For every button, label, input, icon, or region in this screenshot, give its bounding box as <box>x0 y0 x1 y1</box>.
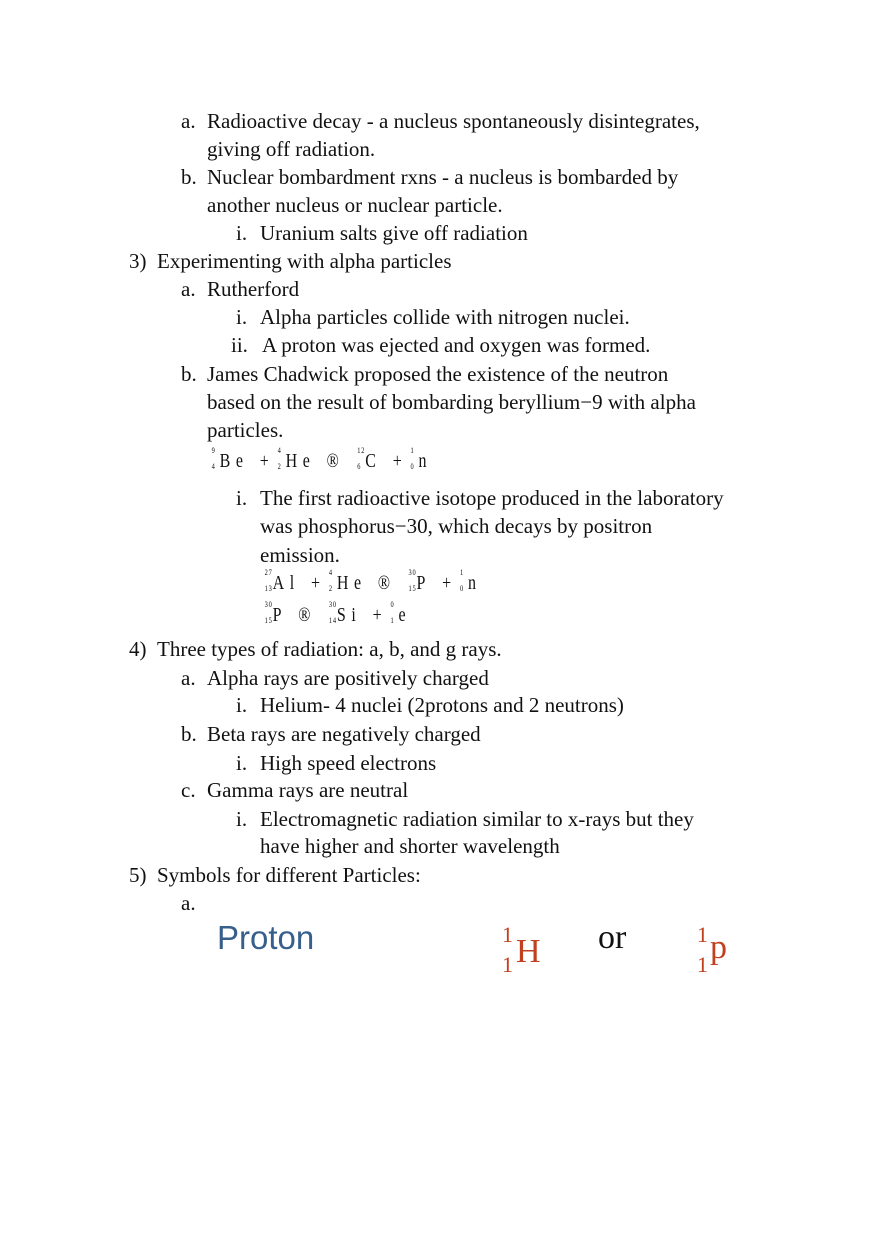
plus-sign: + <box>372 604 388 626</box>
plus-sign: + <box>311 572 326 594</box>
plus-sign: + <box>259 450 275 472</box>
list-marker: a. <box>181 109 196 133</box>
list-item-text: Three types of radiation: a, b, and g rays. <box>157 637 502 661</box>
or-text: or <box>598 919 627 956</box>
list-item-text: Alpha particles collide with nitrogen nuclei. <box>260 305 630 329</box>
list-item-text: Beta rays are negatively charged <box>207 722 481 746</box>
list-item-text: Radioactive decay - a nucleus spontaneously disintegrates, <box>207 109 700 133</box>
plus-sign: + <box>442 572 457 594</box>
list-marker: i. <box>236 807 248 831</box>
list-item <box>181 107 196 135</box>
nuclide-beryllium: 9 4 Be <box>211 446 249 472</box>
nuclear-equation-beryllium <box>211 446 434 473</box>
list-marker: i. <box>236 751 248 775</box>
proton-atomic-number: 1 <box>697 952 708 977</box>
hydrogen-mass-number: 1 <box>502 922 513 947</box>
list-marker: b. <box>181 362 197 386</box>
list-item-text: Symbols for different Particles: <box>157 863 421 887</box>
nuclide-phosphorus: 30 15 P <box>408 568 431 594</box>
list-item-text: High speed electrons <box>260 751 437 775</box>
list-item-text: have higher and shorter wavelength <box>260 834 560 858</box>
proton-label: Proton <box>217 919 315 956</box>
nuclide-carbon: 12 6 C <box>357 446 382 472</box>
nuclide-neutron: 1 0 n <box>410 446 433 472</box>
list-marker: i. <box>236 305 248 329</box>
list-marker: a. <box>181 666 196 690</box>
list-marker: i. <box>236 486 248 510</box>
arrow-symbol: ® <box>377 572 396 594</box>
nuclear-equation-phosphorus <box>264 600 413 627</box>
hydrogen-letter: H <box>516 933 541 970</box>
list-item-text: Alpha rays are positively charged <box>207 666 489 690</box>
nuclide-positron: 0 1 e <box>390 600 412 626</box>
hydrogen-atomic-number: 1 <box>502 952 513 977</box>
list-item-text: Nuclear bombardment rxns - a nucleus is bombarded by <box>207 165 679 189</box>
list-item-text: James Chadwick proposed the existence of the neutron <box>207 362 669 386</box>
nuclide-helium: 4 2 He <box>277 446 316 472</box>
proton-mass-number: 1 <box>697 922 708 947</box>
list-item-text: Electromagnetic radiation similar to x-rays but they <box>260 807 694 831</box>
proton-letter: p <box>710 929 727 966</box>
list-item-text: Uranium salts give off radiation <box>260 221 528 245</box>
list-item-text: The first radioactive isotope produced in the laboratory <box>260 486 724 510</box>
list-item-text: emission. <box>260 543 340 567</box>
list-marker: a. <box>181 277 196 301</box>
arrow-symbol: ® <box>326 450 345 472</box>
plus-sign: + <box>392 450 408 472</box>
arrow-symbol: ® <box>298 604 317 626</box>
nuclide-aluminum: 27 13 Al <box>264 568 300 594</box>
list-marker: 4) <box>129 637 147 661</box>
list-item-text: A proton was ejected and oxygen was formed. <box>262 333 651 357</box>
list-item-text: Helium- 4 nuclei (2protons and 2 neutrons) <box>260 693 624 717</box>
list-marker: i. <box>236 221 248 245</box>
list-item-text: particles. <box>207 418 284 442</box>
nuclide-phosphorus: 30 15 P <box>264 600 288 626</box>
nuclide-silicon: 30 14 Si <box>328 600 362 626</box>
list-marker: 5) <box>129 863 147 887</box>
list-marker: c. <box>181 778 196 802</box>
list-marker: b. <box>181 722 197 746</box>
list-marker: ii. <box>231 333 248 357</box>
list-item-text: Gamma rays are neutral <box>207 778 409 802</box>
list-item-text: was phosphorus−30, which decays by positron <box>260 514 653 538</box>
list-item-text: based on the result of bombarding beryllium−9 with alpha <box>207 390 696 414</box>
list-marker: b. <box>181 165 197 189</box>
list-item-text: Experimenting with alpha particles <box>157 249 452 273</box>
nuclear-equation-aluminum <box>264 568 483 595</box>
list-marker: a. <box>181 891 196 915</box>
list-marker: 3) <box>129 249 147 273</box>
list-marker: i. <box>236 693 248 717</box>
nuclide-helium: 4 2 He <box>328 568 367 594</box>
list-item-text: another nucleus or nuclear particle. <box>207 193 503 217</box>
list-item-text: Rutherford <box>207 277 300 301</box>
list-item-text: giving off radiation. <box>207 137 376 161</box>
nuclide-neutron: 1 0 n <box>459 568 482 594</box>
